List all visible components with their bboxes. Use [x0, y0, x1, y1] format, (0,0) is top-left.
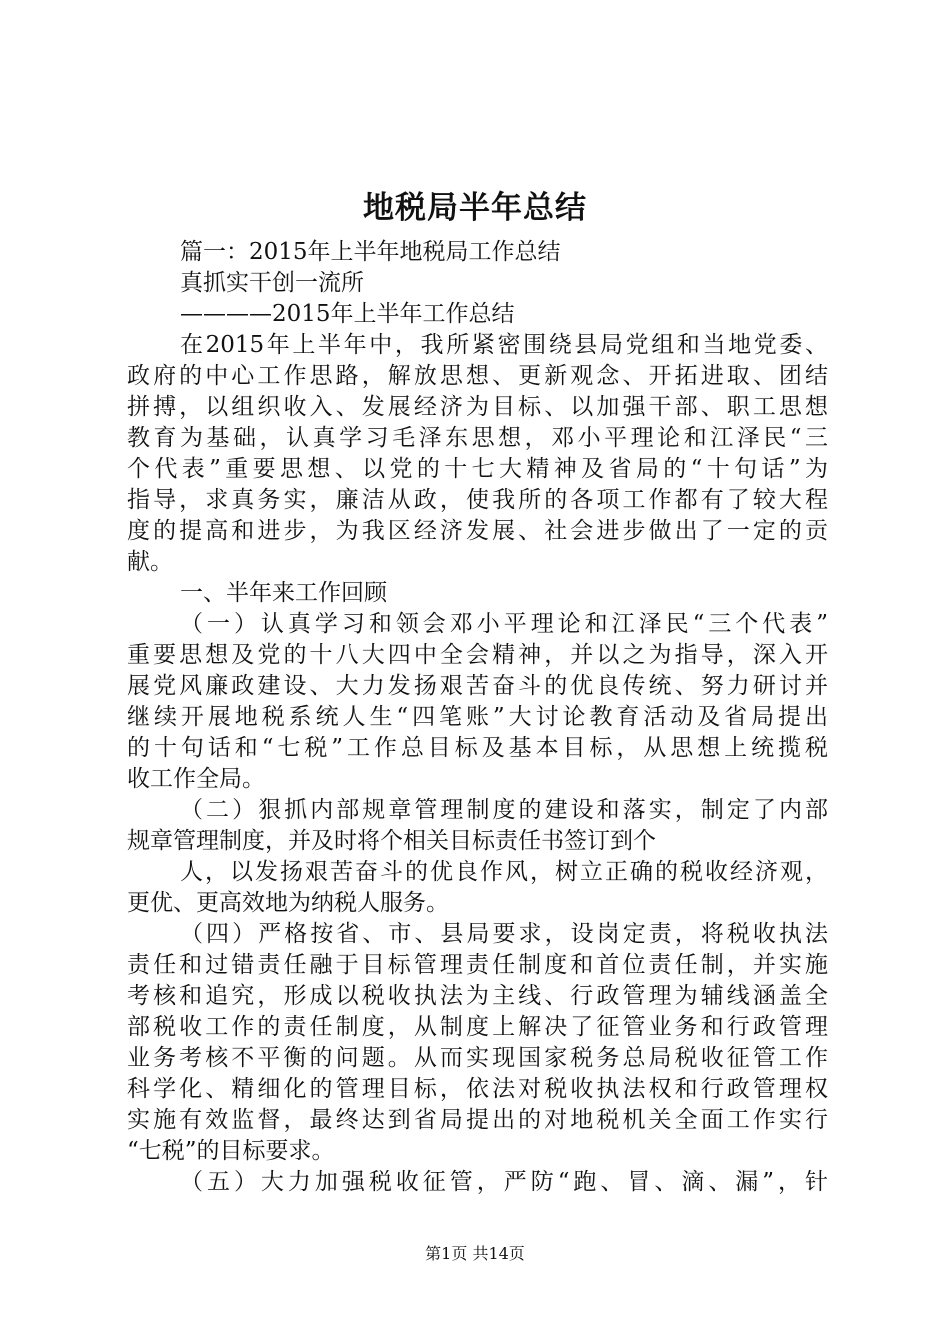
text-line: （四）严格按省、市、县局要求，设岗定责，将税收执法: [180, 921, 828, 947]
text-line: （一）认真学习和领会邓小平理论和江泽民“三个代表”: [180, 611, 828, 637]
document-title: 地税局半年总结: [363, 190, 587, 226]
text-line: （二）狠抓内部规章管理制度的建设和落实，制定了内部: [180, 797, 828, 823]
text-line: 更优、更高效地为纳税人服务。: [127, 890, 449, 916]
page-footer: 第1页 共14页: [425, 1244, 525, 1263]
text-line: 指导，求真务实，廉洁从政，使我所的各项工作都有了较大程: [127, 487, 828, 513]
text-line: 人，以发扬艰苦奋斗的优良作风，树立正确的税收经济观，: [180, 859, 828, 885]
text-line: 度的提高和进步，为我区经济发展、社会进步做出了一定的贡: [127, 518, 828, 544]
text-line: ————2015年上半年工作总结: [180, 301, 515, 327]
text-line: 献。: [127, 549, 173, 575]
section-heading: 一、半年来工作回顾: [180, 580, 387, 606]
text-line: 教育为基础，认真学习毛泽东思想，邓小平理论和江泽民“三: [127, 425, 828, 451]
text-line: 规章管理制度，并及时将个相关目标责任书签订到个: [127, 828, 656, 854]
text-line: 实施有效监督，最终达到省局提出的对地税机关全面工作实行: [127, 1107, 828, 1133]
text-line: 业务考核不平衡的问题。从而实现国家税务总局税收征管工作: [127, 1045, 828, 1071]
text-line: 政府的中心工作思路，解放思想、更新观念、开拓进取、团结: [127, 363, 828, 389]
text-line: 拼搏，以组织收入、发展经济为目标、以加强干部、职工思想: [127, 394, 828, 420]
text-line: 的十句话和“七税”工作总目标及基本目标，从思想上统揽税: [127, 735, 828, 761]
text-line: 责任和过错责任融于目标管理责任制度和首位责任制，并实施: [127, 952, 828, 978]
text-line: 展党风廉政建设、大力发扬艰苦奋斗的优良传统、努力研讨并: [127, 673, 828, 699]
text-line: 收工作全局。: [127, 766, 265, 792]
text-line: 在2015年上半年中，我所紧密围绕县局党组和当地党委、: [180, 332, 828, 358]
text-line: 个代表”重要思想、以党的十七大精神及省局的“十句话”为: [127, 456, 828, 482]
text-line: 重要思想及党的十八大四中全会精神，并以之为指导，深入开: [127, 642, 828, 668]
text-line: “七税”的目标要求。: [127, 1138, 335, 1164]
text-line: 考核和追究，形成以税收执法为主线、行政管理为辅线涵盖全: [127, 983, 828, 1009]
text-line: 真抓实干创一流所: [180, 270, 364, 296]
text-line: 部税收工作的责任制度，从制度上解决了征管业务和行政管理: [127, 1014, 828, 1040]
text-line: 科学化、精细化的管理目标，依法对税收执法权和行政管理权: [127, 1076, 828, 1102]
text-line: 继续开展地税系统人生“四笔账”大讨论教育活动及省局提出: [127, 704, 828, 730]
text-line: 篇一：2015年上半年地税局工作总结: [180, 239, 561, 265]
text-line: （五）大力加强税收征管，严防“跑、冒、滴、漏”，针: [180, 1169, 828, 1195]
